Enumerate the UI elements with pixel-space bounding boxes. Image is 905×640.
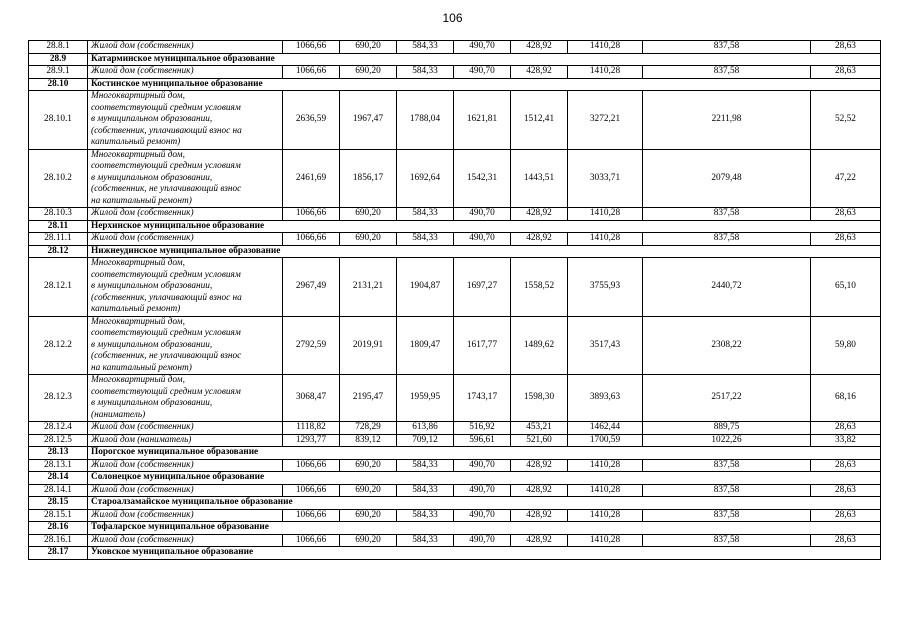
row-value: 1489,62 (511, 316, 568, 375)
row-value: 2195,47 (340, 375, 397, 422)
description-line: (собственник, уплачивающий взнос на (91, 292, 242, 303)
row-value: 1700,59 (568, 434, 643, 447)
section-empty (340, 447, 881, 460)
row-description: Жилой дом (собственник) (88, 233, 283, 246)
description-line: (собственник, не уплачивающий взнос (91, 184, 242, 194)
row-description: Жилой дом (собственник) (88, 66, 283, 79)
table-row (29, 233, 881, 246)
row-value: 1967,47 (340, 91, 397, 150)
description-line: соответствующий средним условиям (91, 161, 241, 171)
section-row (29, 53, 881, 66)
table-row (29, 41, 881, 54)
row-value: 1443,51 (511, 149, 568, 208)
row-value: 428,92 (511, 459, 568, 472)
row-value: 1410,28 (568, 233, 643, 246)
description-line: Многоквартирный дом, (91, 316, 185, 327)
row-value: 837,58 (643, 534, 811, 547)
row-value: 1462,44 (568, 422, 643, 435)
row-value: 584,33 (397, 41, 454, 54)
row-value: 837,58 (643, 41, 811, 54)
section-empty (340, 245, 881, 258)
row-value: 28,63 (811, 509, 881, 522)
description-line: в муниципальном образовании, (91, 339, 213, 350)
row-value: 1066,66 (283, 484, 340, 497)
row-value: 490,70 (454, 233, 511, 246)
row-value: 1512,41 (511, 91, 568, 150)
row-value: 1410,28 (568, 484, 643, 497)
description-line: соответствующий средним условиям (91, 386, 241, 397)
table-row (29, 422, 881, 435)
row-value: 3068,47 (283, 375, 340, 422)
row-code: 28.9.1 (29, 66, 88, 79)
row-value: 3517,43 (568, 316, 643, 375)
section-code: 28.10 (29, 78, 88, 91)
table-row (29, 534, 881, 547)
row-value: 516,92 (454, 422, 511, 435)
row-value: 1410,28 (568, 66, 643, 79)
row-value: 1598,30 (511, 375, 568, 422)
row-value: 1410,28 (568, 41, 643, 54)
table-row (29, 149, 881, 208)
table-row (29, 434, 881, 447)
row-code: 28.12.1 (29, 258, 88, 317)
row-value: 65,10 (811, 258, 881, 317)
table-row (29, 484, 881, 497)
description-line: (наниматель) (91, 409, 146, 420)
row-value: 28,63 (811, 208, 881, 221)
row-code: 28.10.2 (29, 149, 88, 208)
row-value: 1788,04 (397, 91, 454, 150)
row-value: 1692,64 (397, 149, 454, 208)
section-row (29, 220, 881, 233)
section-row (29, 78, 881, 91)
section-row (29, 497, 881, 510)
row-value: 709,12 (397, 434, 454, 447)
section-title: Нерхинское муниципальное образование (88, 220, 340, 233)
row-value: 2308,22 (643, 316, 811, 375)
row-value: 1743,17 (454, 375, 511, 422)
row-description: Жилой дом (собственник) (88, 484, 283, 497)
description-line: капитальный ремонт) (91, 304, 181, 314)
row-value: 428,92 (511, 509, 568, 522)
row-code: 28.13.1 (29, 459, 88, 472)
row-value: 596,61 (454, 434, 511, 447)
row-description: Жилой дом (собственник) (88, 534, 283, 547)
row-value: 490,70 (454, 459, 511, 472)
description-line: на капитальный ремонт) (91, 362, 192, 373)
section-code: 28.11 (29, 220, 88, 233)
row-code: 28.14.1 (29, 484, 88, 497)
section-empty (340, 220, 881, 233)
tariff-table (28, 40, 881, 560)
row-value: 428,92 (511, 534, 568, 547)
row-value: 584,33 (397, 484, 454, 497)
row-value: 1410,28 (568, 509, 643, 522)
row-value: 837,58 (643, 208, 811, 221)
row-value: 428,92 (511, 66, 568, 79)
section-empty (340, 53, 881, 66)
row-value: 690,20 (340, 459, 397, 472)
row-description: Жилой дом (собственник) (88, 422, 283, 435)
row-value: 584,33 (397, 459, 454, 472)
description-line: Многоквартирный дом, (91, 375, 185, 385)
row-value: 68,16 (811, 375, 881, 422)
row-value: 52,52 (811, 91, 881, 150)
row-value: 1410,28 (568, 459, 643, 472)
row-value: 2131,21 (340, 258, 397, 317)
section-row (29, 245, 881, 258)
row-value: 428,92 (511, 484, 568, 497)
row-description: Жилой дом (наниматель) (88, 434, 283, 447)
section-empty (340, 522, 881, 535)
row-value: 839,12 (340, 434, 397, 447)
row-value: 3033,71 (568, 149, 643, 208)
row-value: 584,33 (397, 509, 454, 522)
row-value: 490,70 (454, 66, 511, 79)
row-code: 28.12.2 (29, 316, 88, 375)
row-description (88, 375, 283, 422)
table-row (29, 66, 881, 79)
row-value: 428,92 (511, 233, 568, 246)
row-value: 1856,17 (340, 149, 397, 208)
row-code: 28.12.5 (29, 434, 88, 447)
row-value: 584,33 (397, 534, 454, 547)
row-value: 28,63 (811, 534, 881, 547)
section-title: Уковское муниципальное образование (88, 547, 340, 560)
row-value: 3272,21 (568, 91, 643, 150)
section-title: Костинское муниципальное образование (88, 78, 340, 91)
description-line: в муниципальном образовании, (91, 172, 213, 183)
section-title: Тофаларское муниципальное образование (88, 522, 340, 535)
row-value: 428,92 (511, 208, 568, 221)
row-value: 1066,66 (283, 208, 340, 221)
row-value: 28,63 (811, 422, 881, 435)
row-value: 584,33 (397, 233, 454, 246)
row-value: 584,33 (397, 66, 454, 79)
row-description: Жилой дом (собственник) (88, 41, 283, 54)
row-value: 2792,59 (283, 316, 340, 375)
row-value: 1904,87 (397, 258, 454, 317)
row-description: Жилой дом (собственник) (88, 459, 283, 472)
section-code: 28.17 (29, 547, 88, 560)
row-value: 28,63 (811, 233, 881, 246)
row-value: 690,20 (340, 41, 397, 54)
row-description (88, 149, 283, 208)
row-value: 690,20 (340, 208, 397, 221)
row-value: 613,86 (397, 422, 454, 435)
row-value: 453,21 (511, 422, 568, 435)
section-code: 28.13 (29, 447, 88, 460)
row-description (88, 316, 283, 375)
row-value: 2440,72 (643, 258, 811, 317)
row-value: 1558,52 (511, 258, 568, 317)
row-value: 2461,69 (283, 149, 340, 208)
row-description (88, 91, 283, 150)
row-value: 59,80 (811, 316, 881, 375)
row-value: 1066,66 (283, 534, 340, 547)
description-line: Многоквартирный дом, (91, 91, 185, 101)
row-value: 1066,66 (283, 41, 340, 54)
description-line: капитальный ремонт) (91, 137, 181, 147)
row-value: 690,20 (340, 66, 397, 79)
section-title: Нижнеудинское муниципальное образование (88, 245, 340, 258)
row-value: 2079,48 (643, 149, 811, 208)
section-empty (340, 78, 881, 91)
row-value: 1617,77 (454, 316, 511, 375)
section-row (29, 447, 881, 460)
row-code: 28.10.1 (29, 91, 88, 150)
description-line: (собственник, уплачивающий взнос на (91, 125, 242, 136)
row-value: 1066,66 (283, 459, 340, 472)
row-value: 47,22 (811, 149, 881, 208)
row-value: 1118,82 (283, 422, 340, 435)
row-value: 837,58 (643, 459, 811, 472)
row-value: 1066,66 (283, 233, 340, 246)
row-value: 690,20 (340, 509, 397, 522)
row-value: 490,70 (454, 208, 511, 221)
row-value: 2211,98 (643, 91, 811, 150)
row-value: 584,33 (397, 208, 454, 221)
row-value: 1022,26 (643, 434, 811, 447)
row-value: 690,20 (340, 233, 397, 246)
table-row (29, 258, 881, 317)
row-value: 490,70 (454, 41, 511, 54)
row-value: 2636,59 (283, 91, 340, 150)
description-line: Многоквартирный дом, (91, 258, 185, 268)
row-value: 28,63 (811, 484, 881, 497)
section-code: 28.16 (29, 522, 88, 535)
row-value: 28,63 (811, 41, 881, 54)
section-row (29, 472, 881, 485)
row-value: 1621,81 (454, 91, 511, 150)
section-title: Староалзамайское муниципальное образование (88, 497, 340, 510)
table-row (29, 208, 881, 221)
description-line: в муниципальном образовании, (91, 281, 213, 291)
row-value: 889,75 (643, 422, 811, 435)
row-value: 521,60 (511, 434, 568, 447)
section-code: 28.14 (29, 472, 88, 485)
row-value: 1809,47 (397, 316, 454, 375)
row-value: 2967,49 (283, 258, 340, 317)
row-code: 28.15.1 (29, 509, 88, 522)
row-value: 28,63 (811, 459, 881, 472)
section-code: 28.12 (29, 245, 88, 258)
row-value: 837,58 (643, 233, 811, 246)
section-row (29, 547, 881, 560)
row-value: 3755,93 (568, 258, 643, 317)
table-row (29, 509, 881, 522)
row-value: 3893,63 (568, 375, 643, 422)
description-line: соответствующий средним условиям (91, 328, 241, 338)
section-empty (340, 497, 881, 510)
row-code: 28.12.4 (29, 422, 88, 435)
page-number: 106 (442, 11, 463, 25)
row-description: Жилой дом (собственник) (88, 208, 283, 221)
row-value: 837,58 (643, 66, 811, 79)
table-row (29, 375, 881, 422)
description-line: (собственник, не уплачивающий взнос (91, 351, 242, 361)
row-code: 28.11.1 (29, 233, 88, 246)
description-line: Многоквартирный дом, (91, 149, 185, 160)
row-description: Жилой дом (собственник) (88, 509, 283, 522)
row-value: 690,20 (340, 534, 397, 547)
row-value: 490,70 (454, 534, 511, 547)
row-value: 1066,66 (283, 509, 340, 522)
row-value: 490,70 (454, 509, 511, 522)
row-value: 1410,28 (568, 208, 643, 221)
row-value: 428,92 (511, 41, 568, 54)
table-row (29, 91, 881, 150)
row-value: 28,63 (811, 66, 881, 79)
row-value: 728,29 (340, 422, 397, 435)
section-code: 28.15 (29, 497, 88, 510)
row-value: 490,70 (454, 484, 511, 497)
description-line: в муниципальном образовании, (91, 398, 213, 408)
row-code: 28.8.1 (29, 41, 88, 54)
row-value: 1959,95 (397, 375, 454, 422)
description-line: в муниципальном образовании, (91, 114, 213, 124)
row-value: 1410,28 (568, 534, 643, 547)
section-row (29, 522, 881, 535)
row-value: 1066,66 (283, 66, 340, 79)
description-line: соответствующий средним условиям (91, 269, 241, 280)
row-code: 28.16.1 (29, 534, 88, 547)
section-empty (340, 472, 881, 485)
row-value: 1542,31 (454, 149, 511, 208)
row-description (88, 258, 283, 317)
row-value: 690,20 (340, 484, 397, 497)
row-value: 837,58 (643, 484, 811, 497)
section-title: Порогское муниципальное образование (88, 447, 340, 460)
section-title: Солонецкое муниципальное образование (88, 472, 340, 485)
table-row (29, 316, 881, 375)
table-row (29, 459, 881, 472)
row-value: 33,82 (811, 434, 881, 447)
section-title: Катарминское муниципальное образование (88, 53, 340, 66)
row-value: 2019,91 (340, 316, 397, 375)
row-code: 28.12.3 (29, 375, 88, 422)
row-value: 837,58 (643, 509, 811, 522)
description-line: соответствующий средним условиям (91, 102, 241, 113)
row-value: 1293,77 (283, 434, 340, 447)
row-value: 2517,22 (643, 375, 811, 422)
row-code: 28.10.3 (29, 208, 88, 221)
description-line: на капитальный ремонт) (91, 195, 192, 206)
section-empty (340, 547, 881, 560)
row-value: 1697,27 (454, 258, 511, 317)
section-code: 28.9 (29, 53, 88, 66)
